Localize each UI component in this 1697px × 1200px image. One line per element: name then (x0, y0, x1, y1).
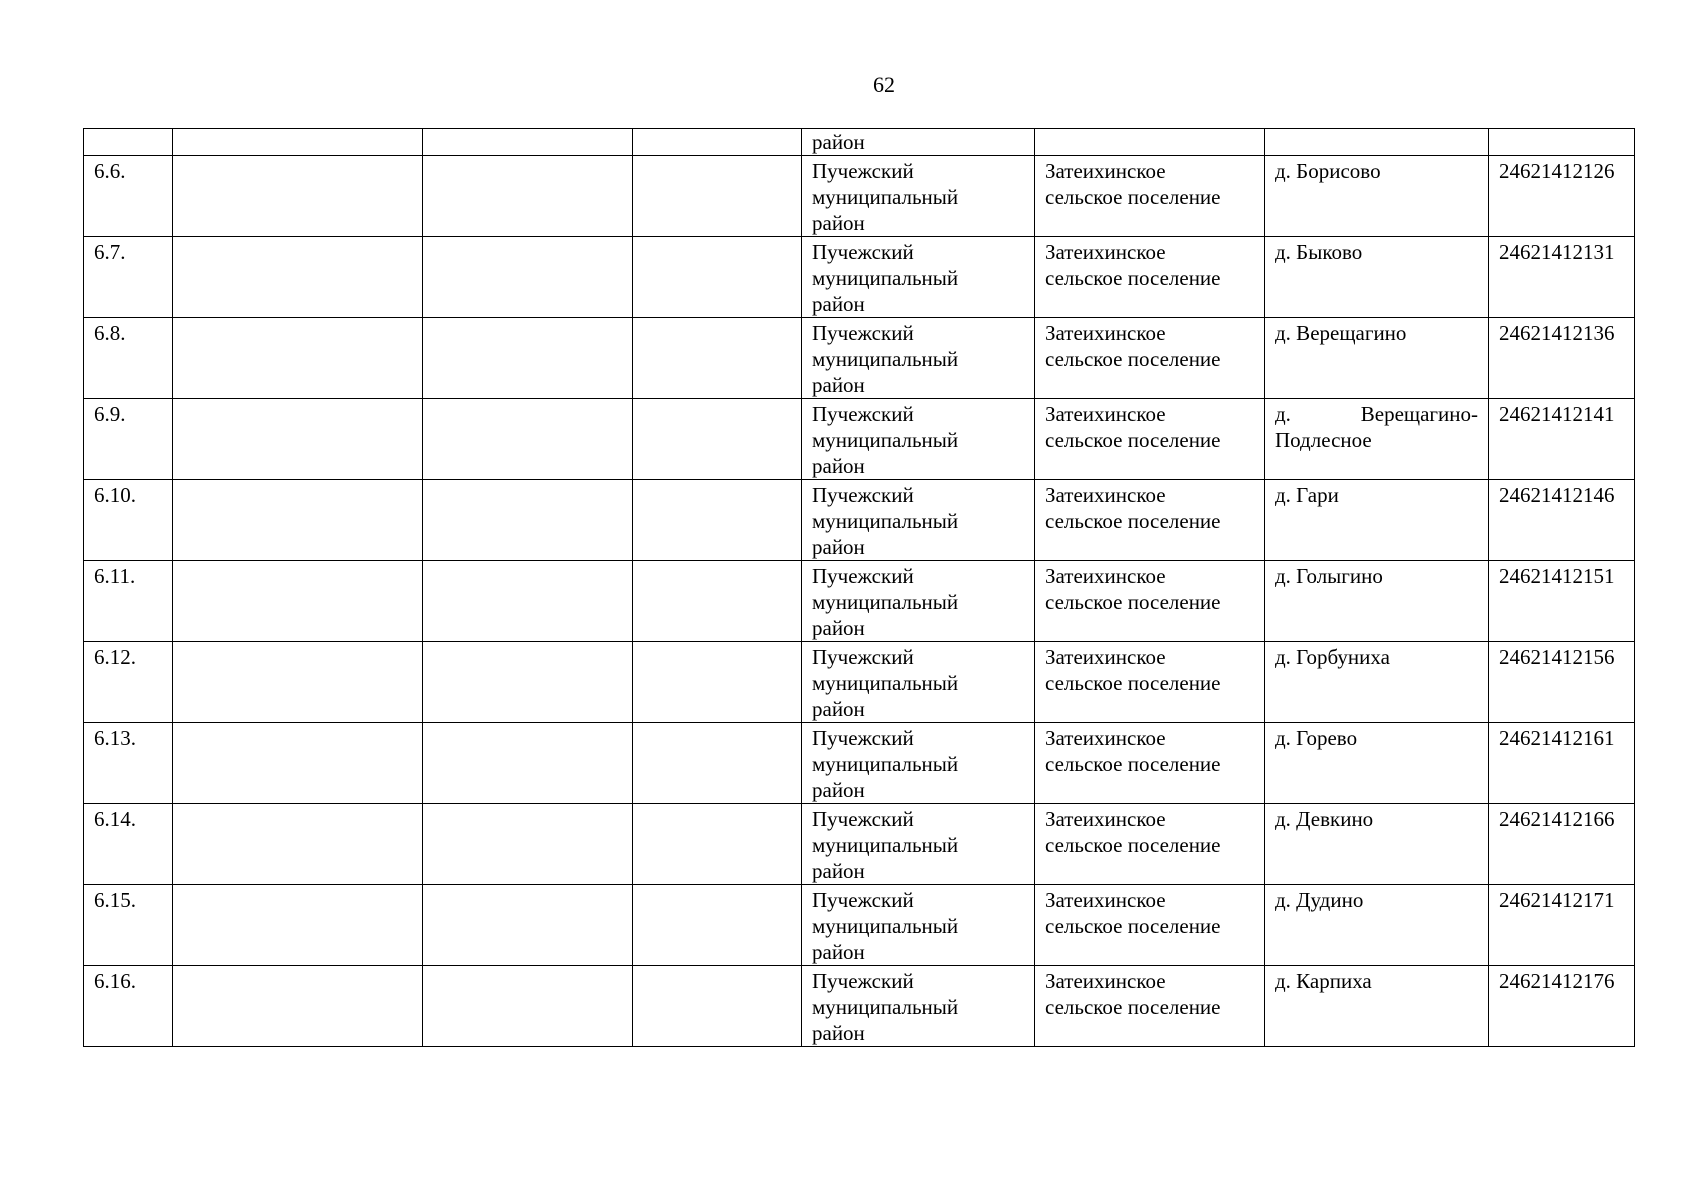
cell-district (802, 237, 1035, 318)
district-line: Пучежский (812, 807, 914, 831)
cell-number: 6.13. (84, 723, 173, 804)
district-line: муниципальный (812, 185, 959, 209)
cell-code: 24621412126 (1489, 156, 1635, 237)
cell-settlement (1035, 480, 1265, 561)
settlement-line: Затеихинское (1045, 483, 1166, 507)
cell-code: 24621412136 (1489, 318, 1635, 399)
table-row (84, 561, 1635, 642)
cell-settlement (1035, 156, 1265, 237)
cell-district (802, 966, 1035, 1047)
table-row (84, 480, 1635, 561)
settlement-line: Затеихинское (1045, 402, 1166, 426)
cell-code: 24621412161 (1489, 723, 1635, 804)
cell-code: 24621412176 (1489, 966, 1635, 1047)
cell-number: 6.15. (84, 885, 173, 966)
settlement-line: Затеихинское (1045, 645, 1166, 669)
cell-settlement (1035, 318, 1265, 399)
cell-district (802, 561, 1035, 642)
table-row (84, 966, 1635, 1047)
district-line: район (812, 778, 865, 802)
cell-empty (173, 318, 423, 399)
cell-empty (423, 966, 633, 1047)
district-line: муниципальный (812, 914, 959, 938)
table-row (84, 156, 1635, 237)
cell-empty (633, 885, 802, 966)
district-line: Пучежский (812, 969, 914, 993)
settlement-line: сельское поселение (1045, 266, 1221, 290)
district-line: Пучежский (812, 564, 914, 588)
cell-empty (633, 480, 802, 561)
cell-settlement (1035, 642, 1265, 723)
district-line: муниципальный (812, 347, 959, 371)
cell-empty (423, 237, 633, 318)
cell-empty (173, 399, 423, 480)
cell-empty (173, 804, 423, 885)
table-row (84, 237, 1635, 318)
settlement-line: сельское поселение (1045, 752, 1221, 776)
cell-empty (423, 399, 633, 480)
settlement-line: Затеихинское (1045, 888, 1166, 912)
district-line: Пучежский (812, 483, 914, 507)
cell-number: 6.6. (84, 156, 173, 237)
settlement-line: Затеихинское (1045, 159, 1166, 183)
cell-number: 6.14. (84, 804, 173, 885)
cell-empty (423, 156, 633, 237)
table-row (84, 399, 1635, 480)
cell-settlement (1035, 885, 1265, 966)
district-line: Пучежский (812, 321, 914, 345)
cell-district (802, 156, 1035, 237)
settlement-line: сельское поселение (1045, 833, 1221, 857)
cell-code: 24621412141 (1489, 399, 1635, 480)
cell-empty (633, 723, 802, 804)
district-line: муниципальный (812, 671, 959, 695)
cell-number: 6.9. (84, 399, 173, 480)
cell-locality: д. Быково (1265, 237, 1489, 318)
district-line: район (812, 211, 865, 235)
settlement-line: Затеихинское (1045, 726, 1166, 750)
cell-empty (423, 804, 633, 885)
table-row (84, 642, 1635, 723)
cell-number: 6.8. (84, 318, 173, 399)
cell-settlement (1035, 561, 1265, 642)
cell-empty (173, 642, 423, 723)
district-line: район (812, 454, 865, 478)
cell-code: 24621412131 (1489, 237, 1635, 318)
cell-empty (423, 318, 633, 399)
settlement-line: сельское поселение (1045, 509, 1221, 533)
settlement-line: Затеихинское (1045, 807, 1166, 831)
cell-settlement (1035, 237, 1265, 318)
cell-empty (633, 237, 802, 318)
cell-empty (173, 480, 423, 561)
cell-code: 24621412166 (1489, 804, 1635, 885)
cell-empty (173, 237, 423, 318)
cell-empty (633, 156, 802, 237)
settlement-line: сельское поселение (1045, 428, 1221, 452)
cell-empty (173, 966, 423, 1047)
settlement-line: сельское поселение (1045, 590, 1221, 614)
district-line: муниципальный (812, 266, 959, 290)
cell-empty (633, 966, 802, 1047)
settlement-line: сельское поселение (1045, 914, 1221, 938)
cell-empty (423, 129, 633, 156)
district-line: Пучежский (812, 645, 914, 669)
table-row (84, 804, 1635, 885)
cell-empty (173, 156, 423, 237)
cell-locality: д. Верещагино (1265, 318, 1489, 399)
cell-number: 6.7. (84, 237, 173, 318)
cell-empty (633, 318, 802, 399)
page-number: 62 (873, 72, 895, 97)
cell-locality: д. Горево (1265, 723, 1489, 804)
cell-number: 6.11. (84, 561, 173, 642)
cell-locality (1265, 129, 1489, 156)
cell-district (802, 723, 1035, 804)
settlement-line: сельское поселение (1045, 995, 1221, 1019)
settlement-line: Затеихинское (1045, 969, 1166, 993)
cell-settlement (1035, 399, 1265, 480)
cell-empty (423, 642, 633, 723)
district-line: Пучежский (812, 888, 914, 912)
cell-locality: д. Борисово (1265, 156, 1489, 237)
table-row (84, 318, 1635, 399)
cell-code: 24621412146 (1489, 480, 1635, 561)
cell-settlement (1035, 129, 1265, 156)
settlement-line: сельское поселение (1045, 185, 1221, 209)
district-line: район (812, 859, 865, 883)
settlements-table (83, 128, 1635, 1047)
district-line: район (812, 697, 865, 721)
cell-empty (423, 723, 633, 804)
cell-district: район (802, 129, 1035, 156)
table-row-continued (84, 129, 1635, 156)
cell-number (84, 129, 173, 156)
district-line: район (812, 373, 865, 397)
cell-district (802, 804, 1035, 885)
cell-locality: д. Голыгино (1265, 561, 1489, 642)
settlement-line: Затеихинское (1045, 240, 1166, 264)
cell-empty (633, 561, 802, 642)
cell-locality: д. Горбуниха (1265, 642, 1489, 723)
cell-empty (173, 561, 423, 642)
cell-locality: д. Карпиха (1265, 966, 1489, 1047)
district-line: муниципальный (812, 995, 959, 1019)
table-body (84, 129, 1635, 1047)
cell-code (1489, 129, 1635, 156)
district-line: район (812, 535, 865, 559)
district-line: Пучежский (812, 159, 914, 183)
table-row (84, 885, 1635, 966)
cell-empty (633, 399, 802, 480)
cell-settlement (1035, 966, 1265, 1047)
district-line: муниципальный (812, 590, 959, 614)
cell-number: 6.16. (84, 966, 173, 1047)
cell-empty (633, 129, 802, 156)
district-line: район (812, 292, 865, 316)
cell-empty (173, 723, 423, 804)
cell-code: 24621412171 (1489, 885, 1635, 966)
cell-district (802, 480, 1035, 561)
cell-district (802, 318, 1035, 399)
district-line: муниципальный (812, 428, 959, 452)
cell-empty (423, 480, 633, 561)
cell-district (802, 642, 1035, 723)
district-line: район (812, 1021, 865, 1045)
cell-district (802, 885, 1035, 966)
cell-empty (633, 804, 802, 885)
district-line: муниципальный (812, 509, 959, 533)
cell-locality: д. Верещагино-Подлесное (1265, 399, 1489, 480)
cell-code: 24621412156 (1489, 642, 1635, 723)
table-row (84, 723, 1635, 804)
district-line: район (812, 616, 865, 640)
cell-empty (423, 885, 633, 966)
cell-empty (423, 561, 633, 642)
cell-locality: д. Девкино (1265, 804, 1489, 885)
cell-code: 24621412151 (1489, 561, 1635, 642)
district-line: Пучежский (812, 240, 914, 264)
district-line: Пучежский (812, 726, 914, 750)
settlement-line: Затеихинское (1045, 564, 1166, 588)
cell-empty (633, 642, 802, 723)
district-line: район (812, 940, 865, 964)
cell-locality: д. Гари (1265, 480, 1489, 561)
cell-locality: д. Дудино (1265, 885, 1489, 966)
cell-settlement (1035, 804, 1265, 885)
cell-empty (173, 129, 423, 156)
cell-empty (173, 885, 423, 966)
settlement-line: Затеихинское (1045, 321, 1166, 345)
cell-settlement (1035, 723, 1265, 804)
cell-number: 6.10. (84, 480, 173, 561)
district-line: муниципальный (812, 833, 959, 857)
district-line: Пучежский (812, 402, 914, 426)
cell-district (802, 399, 1035, 480)
district-line: муниципальный (812, 752, 959, 776)
cell-number: 6.12. (84, 642, 173, 723)
settlement-line: сельское поселение (1045, 347, 1221, 371)
settlement-line: сельское поселение (1045, 671, 1221, 695)
